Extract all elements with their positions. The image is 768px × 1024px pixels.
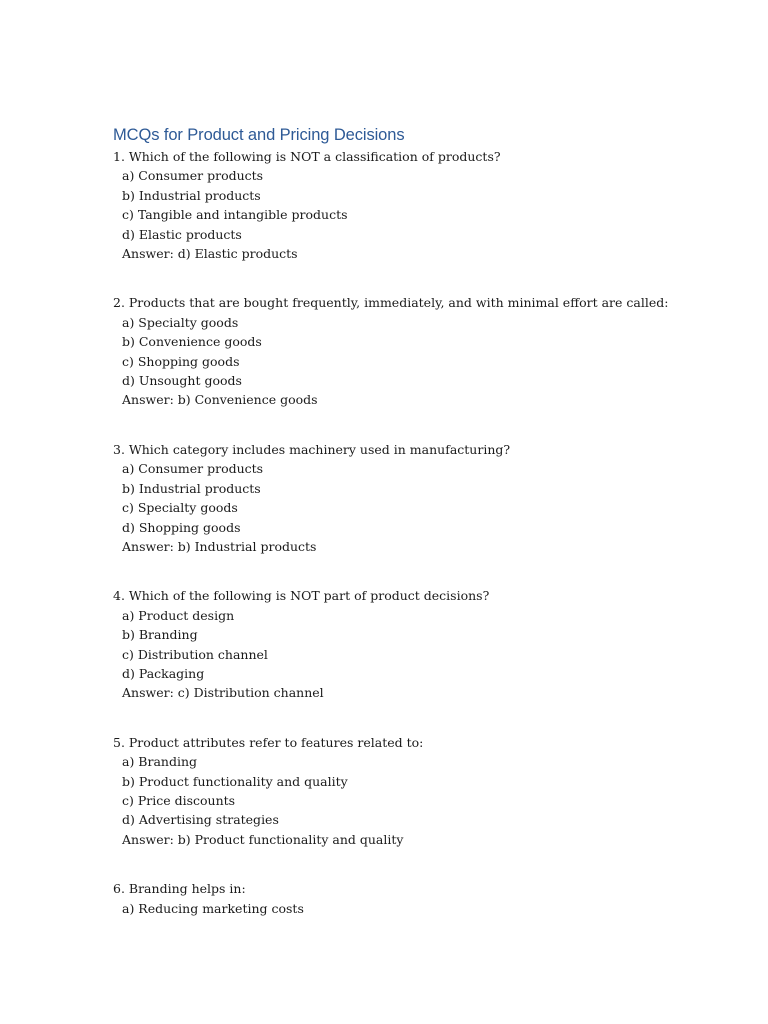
question-5	[113, 733, 733, 849]
option-d: d) Shopping goods	[122, 519, 241, 535]
option-b: b) Branding	[122, 627, 198, 643]
option-c: c) Tangible and intangible products	[122, 207, 348, 223]
option-a: a) Specialty goods	[122, 314, 239, 330]
answer-line: Answer: b) Industrial products	[122, 538, 317, 554]
option-a: a) Branding	[122, 754, 198, 770]
option-d: d) Elastic products	[122, 226, 242, 242]
option-b: b) Industrial products	[122, 187, 261, 203]
question-3	[113, 440, 733, 556]
question-text: 4. Which of the following is NOT part of product decisions?	[113, 588, 490, 604]
option-d: d) Advertising strategies	[122, 812, 279, 828]
option-c: c) Specialty goods	[122, 500, 238, 516]
answer-line: Answer: d) Elastic products	[122, 246, 298, 262]
option-c: c) Distribution channel	[122, 646, 268, 662]
option-b: b) Industrial products	[122, 480, 261, 496]
question-4	[113, 586, 733, 702]
option-b: b) Convenience goods	[122, 334, 262, 350]
option-c: c) Shopping goods	[122, 353, 240, 369]
question-text: 3. Which category includes machinery used in manufacturing?	[113, 441, 511, 457]
question-1	[113, 147, 733, 263]
option-a: a) Consumer products	[122, 168, 264, 184]
document-page	[113, 124, 733, 918]
answer-line: Answer: b) Product functionality and quality	[122, 831, 404, 847]
question-2	[113, 293, 733, 409]
option-a: a) Consumer products	[122, 461, 264, 477]
question-text: 1. Which of the following is NOT a classification of products?	[113, 149, 501, 164]
question-text: 6. Branding helps in:	[113, 881, 246, 897]
option-b: b) Product functionality and quality	[122, 773, 348, 789]
option-d: d) Packaging	[122, 665, 205, 681]
question-text: 5. Product attributes refer to features related to:	[113, 734, 424, 750]
answer-line: Answer: c) Distribution channel	[122, 685, 324, 701]
question-6	[113, 879, 733, 918]
option-c: c) Price discounts	[122, 792, 236, 808]
answer-line: Answer: b) Convenience goods	[122, 392, 318, 408]
option-d: d) Unsought goods	[122, 373, 242, 389]
question-text: 2. Products that are bought frequently, immediately, and with minimal effort are called:	[113, 295, 669, 311]
option-a: a) Reducing marketing costs	[122, 900, 304, 916]
document-title: MCQs for Product and Pricing Decisions	[113, 126, 405, 144]
option-a: a) Product design	[122, 607, 235, 623]
